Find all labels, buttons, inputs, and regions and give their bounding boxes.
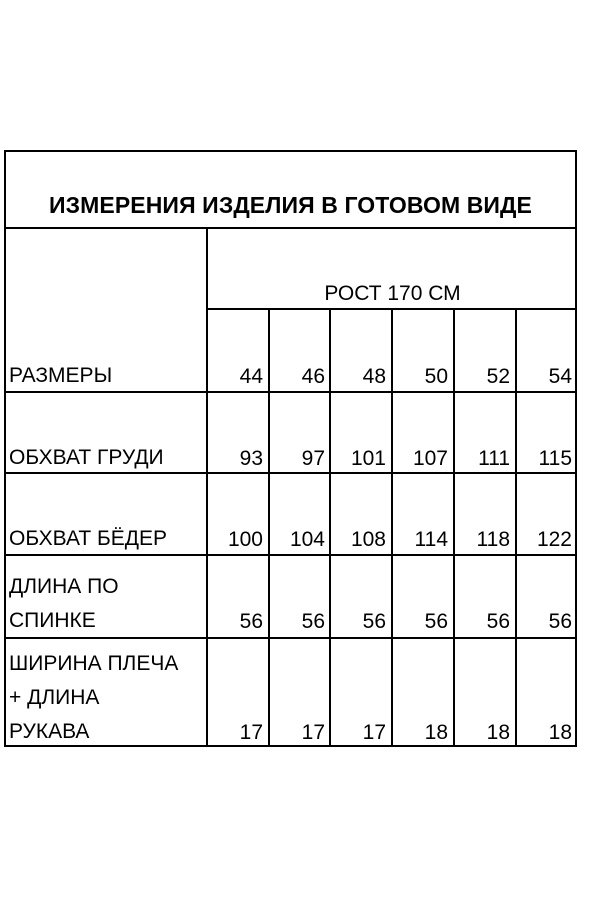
table-cell: 118 — [476, 528, 510, 551]
table-cell: 56 — [362, 610, 386, 633]
size-chart-table — [4, 150, 577, 747]
row-label-sizes — [9, 359, 112, 393]
table-cell: 107 — [412, 447, 448, 470]
row-label-line: РАЗМЕРЫ — [9, 364, 113, 387]
table-cell: 17 — [362, 721, 386, 744]
table-cell: 100 — [227, 528, 263, 551]
table-cell: 54 — [548, 365, 572, 388]
table-cell: 46 — [301, 365, 325, 388]
table-cell: 18 — [424, 721, 448, 744]
row-label-line: СПИНКЕ — [9, 609, 96, 632]
row-label-back-length — [9, 570, 119, 638]
divider — [6, 227, 577, 229]
table-cell: 50 — [424, 365, 448, 388]
row-label-line: + ДЛИНА — [9, 686, 100, 709]
table-cell: 101 — [350, 447, 386, 470]
table-cell: 17 — [301, 721, 325, 744]
row-label-line: ОБХВАТ ГРУДИ — [9, 446, 164, 469]
table-cell: 93 — [239, 447, 263, 470]
row-label-line: РУКАВА — [9, 720, 90, 743]
table-cell: 56 — [486, 610, 510, 633]
table-cell: 56 — [424, 610, 448, 633]
table-cell: 48 — [362, 365, 386, 388]
table-cell: 115 — [538, 447, 572, 470]
table-cell: 104 — [289, 528, 325, 551]
table-cell: 18 — [548, 721, 572, 744]
row-label-shoulder-sleeve — [9, 647, 178, 749]
table-cell: 18 — [486, 721, 510, 744]
table-cell: 56 — [239, 610, 263, 633]
row-label-line: ШИРИНА ПЛЕЧА — [9, 652, 179, 675]
row-label-hips — [9, 522, 167, 556]
table-cell: 122 — [536, 528, 572, 551]
table-cell: 52 — [486, 365, 510, 388]
table-cell: 56 — [301, 610, 325, 633]
table-cell: 17 — [239, 721, 263, 744]
table-cell: 114 — [414, 528, 448, 551]
table-cell: 44 — [239, 365, 263, 388]
row-label-chest — [9, 441, 164, 475]
table-cell: 97 — [301, 447, 325, 470]
table-cell: 111 — [478, 447, 510, 470]
table-cell: 108 — [350, 528, 386, 551]
row-label-line: ОБХВАТ БЁДЕР — [9, 527, 168, 550]
height-label: РОСТ 170 СМ — [324, 282, 461, 305]
row-label-line: ДЛИНА ПО — [9, 575, 119, 598]
table-cell: 56 — [548, 610, 572, 633]
table-title: ИЗМЕРЕНИЯ ИЗДЕЛИЯ В ГОТОВОМ ВИДЕ — [49, 192, 532, 218]
